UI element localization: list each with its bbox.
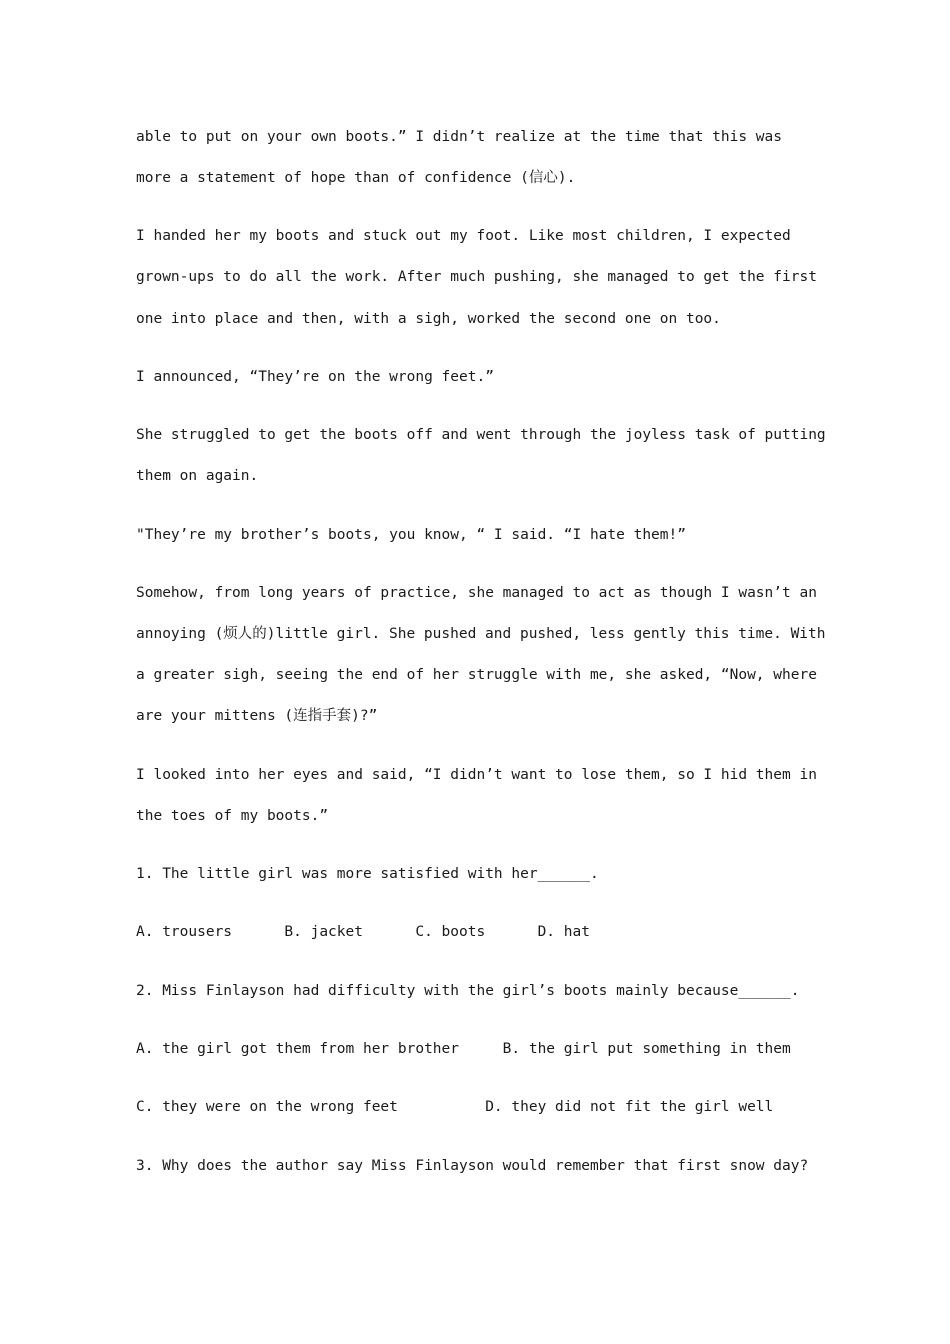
passage-line: I looked into her eyes and said, “I didn’t want to lose them, so I hid them in — [136, 767, 817, 783]
passage-line: I announced, “They’re on the wrong feet.” — [136, 369, 494, 385]
passage-line: able to put on your own boots.” I didn’t realize at the time that this was — [136, 129, 783, 145]
question-2-options-cd: C. they were on the wrong feet D. they did not fit the girl well — [136, 1099, 774, 1115]
passage-line: one into place and then, with a sigh, worked the second one on too. — [136, 311, 721, 327]
question-2-options-ab: A. the girl got them from her brother B. the girl put something in them — [136, 1041, 791, 1057]
passage-line: the toes of my boots.” — [136, 808, 329, 824]
passage-line: annoying (烦人的)little girl. She pushed and pushed, less gently this time. With — [136, 626, 826, 642]
passage-line: more a statement of hope than of confidence (信心). — [136, 170, 576, 186]
question-1-options: A. trousers B. jacket C. boots D. hat — [136, 924, 590, 940]
passage-line: grown-ups to do all the work. After much pushing, she managed to get the first — [136, 269, 817, 285]
passage-line: I handed her my boots and stuck out my foot. Like most children, I expected — [136, 228, 791, 244]
passage-line: a greater sigh, seeing the end of her struggle with me, she asked, “Now, where — [136, 667, 817, 683]
passage-line: Somehow, from long years of practice, she managed to act as though I wasn’t an — [136, 585, 817, 601]
question-3: 3. Why does the author say Miss Finlayson would remember that first snow day? — [136, 1158, 809, 1174]
question-1: 1. The little girl was more satisfied with her______. — [136, 866, 599, 882]
passage-line: are your mittens (连指手套)?” — [136, 708, 378, 724]
passage-line: them on again. — [136, 468, 259, 484]
passage-line: "They’re my brother’s boots, you know, “ I said. “I hate them!” — [136, 527, 686, 543]
passage-line: She struggled to get the boots off and went through the joyless task of putting — [136, 427, 826, 443]
question-2: 2. Miss Finlayson had difficulty with the girl’s boots mainly because______. — [136, 983, 800, 999]
